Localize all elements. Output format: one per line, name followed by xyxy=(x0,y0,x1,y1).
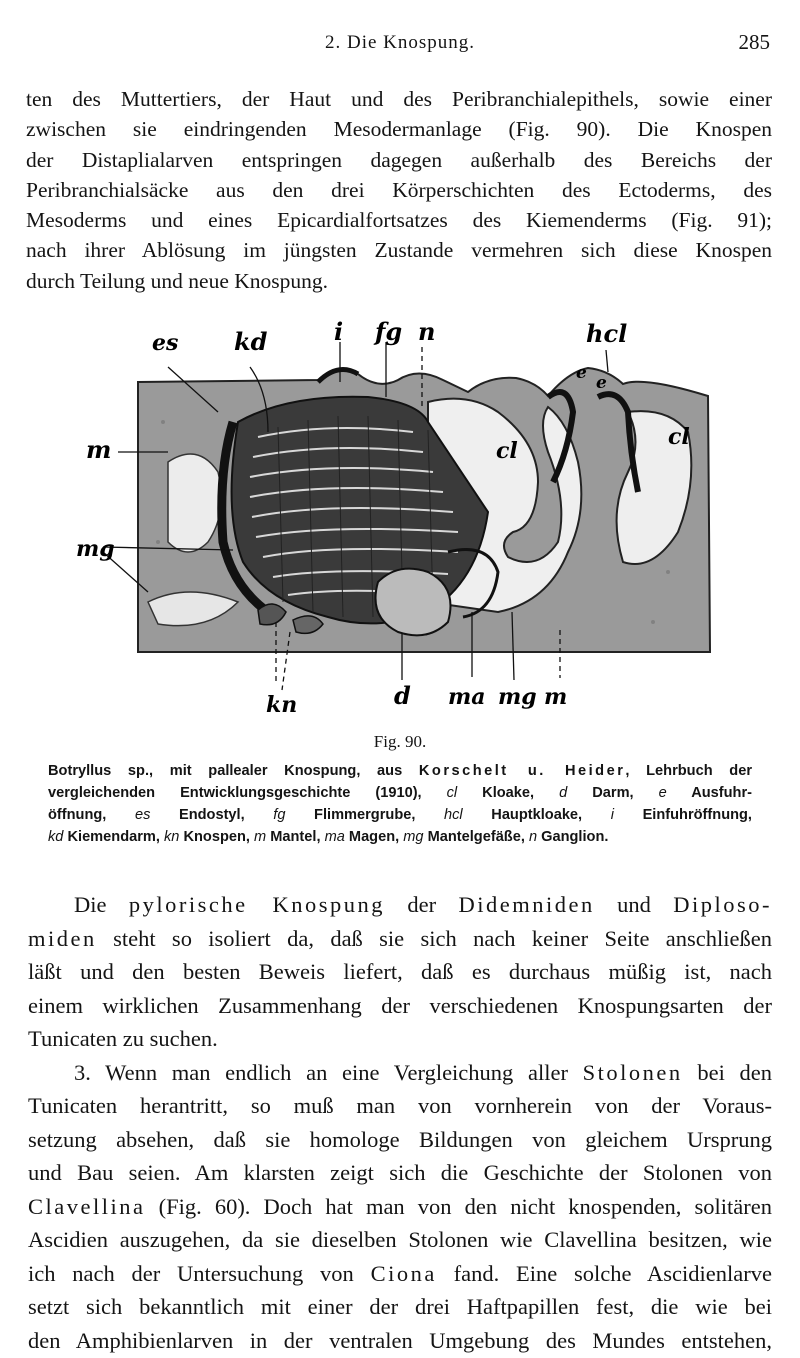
text-line: ten des Muttertiers, der Haut und des Peribranchialepithels, sowie einer xyxy=(26,87,772,111)
label-kd: kd xyxy=(234,327,268,356)
gut xyxy=(376,569,451,636)
caption-line: vergleichenden Entwicklungsgeschichte (1910), cl Kloake, d Darm, e Ausfuhr- xyxy=(48,785,753,801)
text-line: miden steht so isoliert da, daß sie sich nach keiner Seite anschließen xyxy=(28,925,772,951)
caption-line: öffnung, es Endostyl, fg Flimmergrube, hcl Hauptkloake, i Einfuhröffnung, xyxy=(48,807,752,823)
label-mg-bottom: mg xyxy=(498,684,537,710)
caption-line: Botryllus sp., mit pallealer Knospung, aus Korschelt u. Heider, Lehrbuch der xyxy=(48,763,752,779)
text-line: der Distaplialarven entspringen dagegen außerhalb des Bereichs der xyxy=(26,147,772,172)
text-line: einem wirklichen Zusammenhang der verschiedenen Knospungsarten der xyxy=(28,992,772,1018)
text-line: den Amphibienlarven in der ventralen Umgebung des Mundes entstehen, xyxy=(28,1327,772,1353)
body-text xyxy=(28,888,772,1357)
running-title: 2. Die Knospung. xyxy=(324,32,476,53)
text-line: nach ihrer Ablösung im jüngsten Zustande vermehren sich diese Knospen xyxy=(26,238,772,263)
botryllus-illustration xyxy=(68,312,748,722)
label-e-left: e xyxy=(576,363,587,383)
text-line: zwischen sie eindringenden Mesodermanlage (Fig. 90). Die Knospen xyxy=(26,117,772,142)
label-n: n xyxy=(418,317,436,346)
text-line: und Bau seien. Am klarsten zeigt sich die Geschichte der Stolonen von xyxy=(28,1160,772,1185)
label-e-right: e xyxy=(596,373,607,393)
text-line: setzt sich bekanntlich mit einer der drei Haftpapillen fest, die wie bei xyxy=(28,1294,772,1319)
text-line: Mesoderms und eines Epicardialfortsatzes des Kiemenderms (Fig. 91); xyxy=(26,208,772,233)
text-line: Ascidien auszugehen, da sie dieselben Stolonen wie Clavellina besitzen, wie xyxy=(28,1227,772,1252)
label-m-bottom: m xyxy=(544,684,568,710)
caption-author: Korschelt u. Heider xyxy=(418,763,626,779)
text-line: durch Teilung und neue Knospung. xyxy=(26,268,329,293)
text-line: Peribranchialsäcke aus den drei Körperschichten des Ectoderms, des xyxy=(26,177,772,202)
text-line: 3. Wenn man endlich an eine Vergleichung aller Stolonen bei den xyxy=(74,1059,772,1085)
text-line: ich nach der Untersuchung von Ciona fand. Eine solche Ascidienlarve xyxy=(28,1260,772,1286)
label-ma: ma xyxy=(448,684,486,710)
label-kn: kn xyxy=(266,692,298,718)
paragraph-continued xyxy=(26,84,772,296)
text-line: läßt und den besten Beweis liefert, daß es durchaus müßig ist, nach xyxy=(28,959,772,984)
label-cl-center: cl xyxy=(496,438,518,464)
text-line: Tunicaten zu suchen. xyxy=(28,1026,218,1051)
label-i: i xyxy=(334,317,344,346)
figure-botryllus xyxy=(68,312,748,722)
text-line: Die pylorische Knospung der Didemniden und Diploso- xyxy=(74,892,772,917)
label-m-left: m xyxy=(86,435,112,464)
figure-number: Fig. 90. xyxy=(373,732,427,751)
label-fg: fg xyxy=(375,317,403,346)
label-es: es xyxy=(152,330,179,356)
label-hcl: hcl xyxy=(586,319,628,348)
text-line: Tunicaten herantritt, so muß man von vornherein von der Voraus- xyxy=(28,1093,772,1118)
label-d: d xyxy=(394,681,411,710)
figure-caption xyxy=(48,760,752,848)
page-header xyxy=(0,28,800,58)
text-line: setzung absehen, daß sie homologe Bildungen von gleichem Ursprung xyxy=(28,1126,772,1152)
text-line: Clavellina (Fig. 60). Doch hat man von den nicht knospenden, solitären xyxy=(28,1193,772,1219)
page-number: 285 xyxy=(738,30,770,54)
caption-line: kd Kiemendarm, kn Knospen, m Mantel, ma Magen, mg Mantelgefäße, n Ganglion. xyxy=(48,829,609,845)
label-mg-left: mg xyxy=(76,536,115,562)
label-cl-right: cl xyxy=(668,424,690,450)
